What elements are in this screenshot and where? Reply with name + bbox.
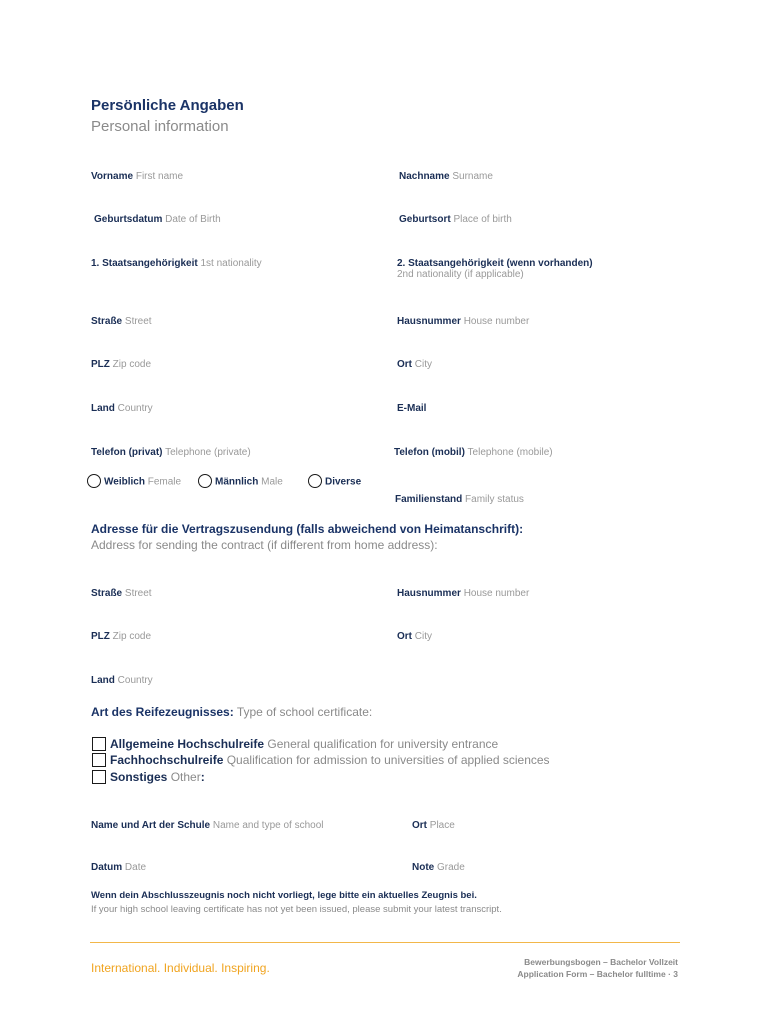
footer-slogan: International. Individual. Inspiring. (91, 961, 270, 975)
phone-mobile-field[interactable]: Telefon (mobil) Telephone (mobile) (394, 447, 553, 458)
checkbox-icon[interactable] (92, 753, 106, 767)
cert-applied-sciences-option[interactable]: Fachhochschulreife Qualification for admission to universities of applied sciences (92, 753, 550, 768)
contract-city-field[interactable]: Ort City (397, 631, 433, 642)
date-of-birth-field[interactable]: Geburtsdatum Date of Birth (94, 214, 221, 225)
street-field[interactable]: Straße Street (91, 316, 152, 327)
section-title-en: Personal information (91, 118, 229, 135)
footer-line-2: Application Form – Bachelor fulltime · 3 (517, 969, 678, 979)
contract-street-field[interactable]: Straße Street (91, 588, 152, 599)
school-certificate-title: Art des Reifezeugnisses: Type of school certificate: (91, 705, 373, 719)
checkbox-icon[interactable] (92, 737, 106, 751)
contract-zip-code-field[interactable]: PLZ Zip code (91, 631, 152, 642)
nationality-2-field[interactable]: 2. Staatsangehörigkeit (wenn vorhanden) 2nd nationality (if applicable) (397, 258, 593, 280)
notice-de: Wenn dein Abschlusszeugnis noch nicht vorliegt, lege bitte ein aktuelles Zeugnis bei. (91, 890, 477, 901)
footer-form-title (517, 957, 678, 979)
checkbox-icon[interactable] (92, 770, 106, 784)
country-field[interactable]: Land Country (91, 403, 153, 414)
school-name-field[interactable]: Name und Art der Schule Name and type of school (91, 820, 324, 831)
school-place-field[interactable]: Ort Place (412, 820, 455, 831)
place-of-birth-field[interactable]: Geburtsort Place of birth (399, 214, 512, 225)
family-status-field[interactable]: Familienstand Family status (395, 494, 524, 505)
radio-icon[interactable] (198, 474, 212, 488)
email-field[interactable]: E-Mail (397, 403, 427, 414)
footer-divider (90, 942, 680, 943)
surname-field[interactable]: Nachname Surname (399, 171, 493, 182)
contract-country-field[interactable]: Land Country (91, 675, 153, 686)
radio-icon[interactable] (308, 474, 322, 488)
nationality-1-field[interactable]: 1. Staatsangehörigkeit 1st nationality (91, 258, 262, 269)
cert-other-option[interactable]: Sonstiges Other: (92, 770, 205, 785)
section-title-de: Persönliche Angaben (91, 97, 244, 114)
gender-female-option[interactable]: Weiblich Female (87, 475, 181, 489)
contract-address-title-en: Address for sending the contract (if different from home address): (91, 538, 438, 552)
city-field[interactable]: Ort City (397, 359, 433, 370)
footer-line-1: Bewerbungsbogen – Bachelor Vollzeit (524, 957, 678, 967)
first-name-field[interactable]: Vorname First name (91, 171, 184, 182)
gender-male-option[interactable]: Männlich Male (198, 475, 283, 489)
cert-general-option[interactable]: Allgemeine Hochschulreife General qualification for university entrance (92, 737, 498, 752)
school-date-field[interactable]: Datum Date (91, 862, 147, 873)
contract-address-title-de: Adresse für die Vertragszusendung (falls abweichend von Heimatanschrift): (91, 522, 524, 536)
house-number-field[interactable]: Hausnummer House number (397, 316, 530, 327)
school-grade-field[interactable]: Note Grade (412, 862, 465, 873)
radio-icon[interactable] (87, 474, 101, 488)
contract-house-number-field[interactable]: Hausnummer House number (397, 588, 530, 599)
notice-en: If your high school leaving certificate has not yet been issued, please submit your latest transcript. (91, 904, 502, 915)
gender-diverse-option[interactable]: Diverse (308, 475, 361, 489)
zip-code-field[interactable]: PLZ Zip code (91, 359, 152, 370)
phone-private-field[interactable]: Telefon (privat) Telephone (private) (91, 447, 251, 458)
